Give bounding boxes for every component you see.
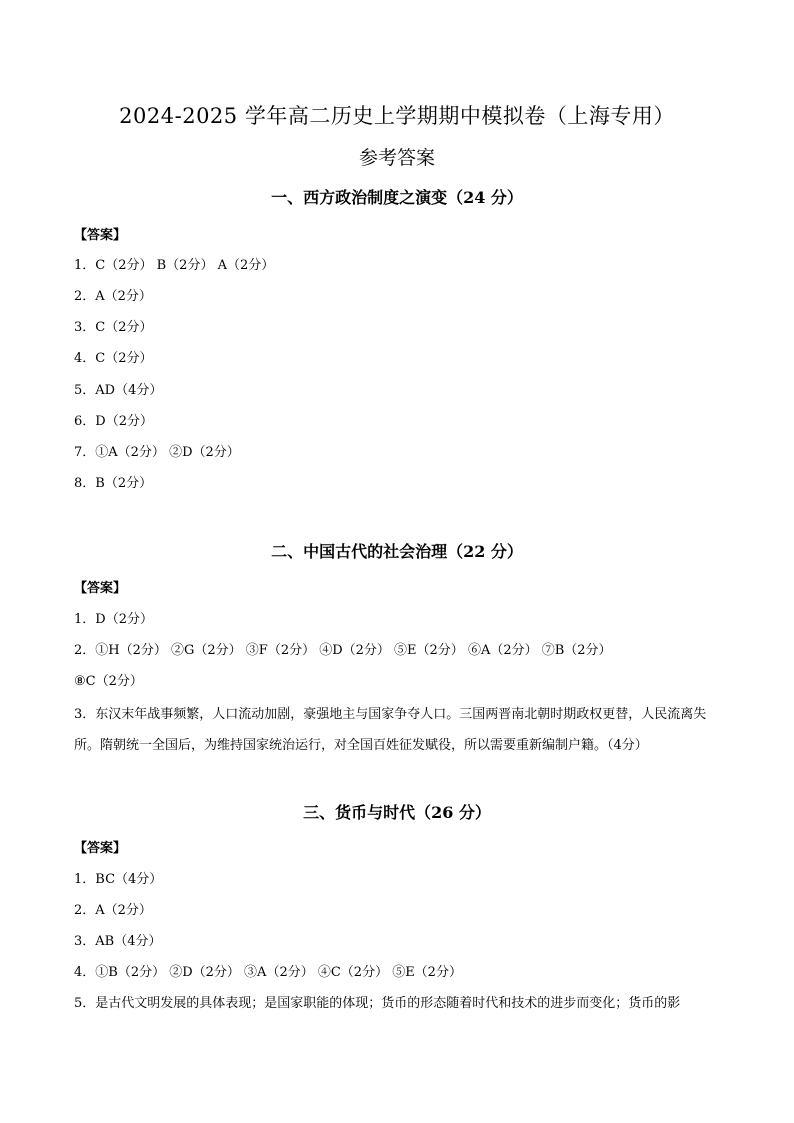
section-3-title: 三、货币与时代（26 分） <box>303 803 491 822</box>
section-1-answer-line: 2．A（2分） <box>74 289 152 304</box>
section-1-answer-line: 4．C（2分） <box>74 351 153 366</box>
section-1-answer-label: 【答案】 <box>74 228 127 243</box>
section-3-answer-line: 3．AB（4分） <box>74 934 162 949</box>
section-1-title: 一、西方政治制度之演变（24 分） <box>271 188 523 207</box>
section-2-answer-line: ⑧C（2分） <box>74 674 143 689</box>
section-1-answer-line: 7．①A（2分） ②D（2分） <box>74 445 240 460</box>
section-3-answer-line: 1．BC（4分） <box>74 872 163 887</box>
section-3-answer-line: 5．是古代文明发展的具体表现；是国家职能的体现；货币的形态随着时代和技术的进步而变化；货币的影 <box>74 996 681 1011</box>
section-2-answer-line: 2．①H（2分） ②G（2分） ③F（2分） ④D（2分） ⑤E（2分） ⑥A（2分） ⑦B（2分） <box>74 643 612 658</box>
section-2-answer-paragraph: 3．东汉末年战事频繁，人口流动加剧，豪强地主与国家争夺人口。三国两晋南北朝时期政权更替，人民流离失所。隋朝统一全国后，为维持国家统治运行，对全国百姓征发赋役，所以需要重新编制户籍。（4分） <box>74 707 707 753</box>
section-3-answer-line: 2．A（2分） <box>74 903 152 918</box>
section-1-answer-line: 1．C（2分） B（2分） A（2分） <box>74 258 275 273</box>
section-2-answer-line: 1．D（2分） <box>74 612 153 627</box>
section-3-answer-line: 4．①B（2分） ②D（2分） ③A（2分） ④C（2分） ⑤E（2分） <box>74 965 462 980</box>
section-2-answer-label: 【答案】 <box>74 581 127 596</box>
document-title: 2024-2025 学年高二历史上学期期中模拟卷（上海专用） <box>119 104 675 128</box>
section-1-answer-line: 5．AD（4分） <box>74 383 163 398</box>
section-1-answer-line: 6．D（2分） <box>74 414 153 429</box>
document-subtitle: 参考答案 <box>358 147 435 169</box>
section-1-answer-line: 3．C（2分） <box>74 320 153 335</box>
section-2-title: 二、中国古代的社会治理（22 分） <box>271 542 523 561</box>
section-3-answer-label: 【答案】 <box>74 841 127 856</box>
section-1-answer-line: 8．B（2分） <box>74 476 153 491</box>
